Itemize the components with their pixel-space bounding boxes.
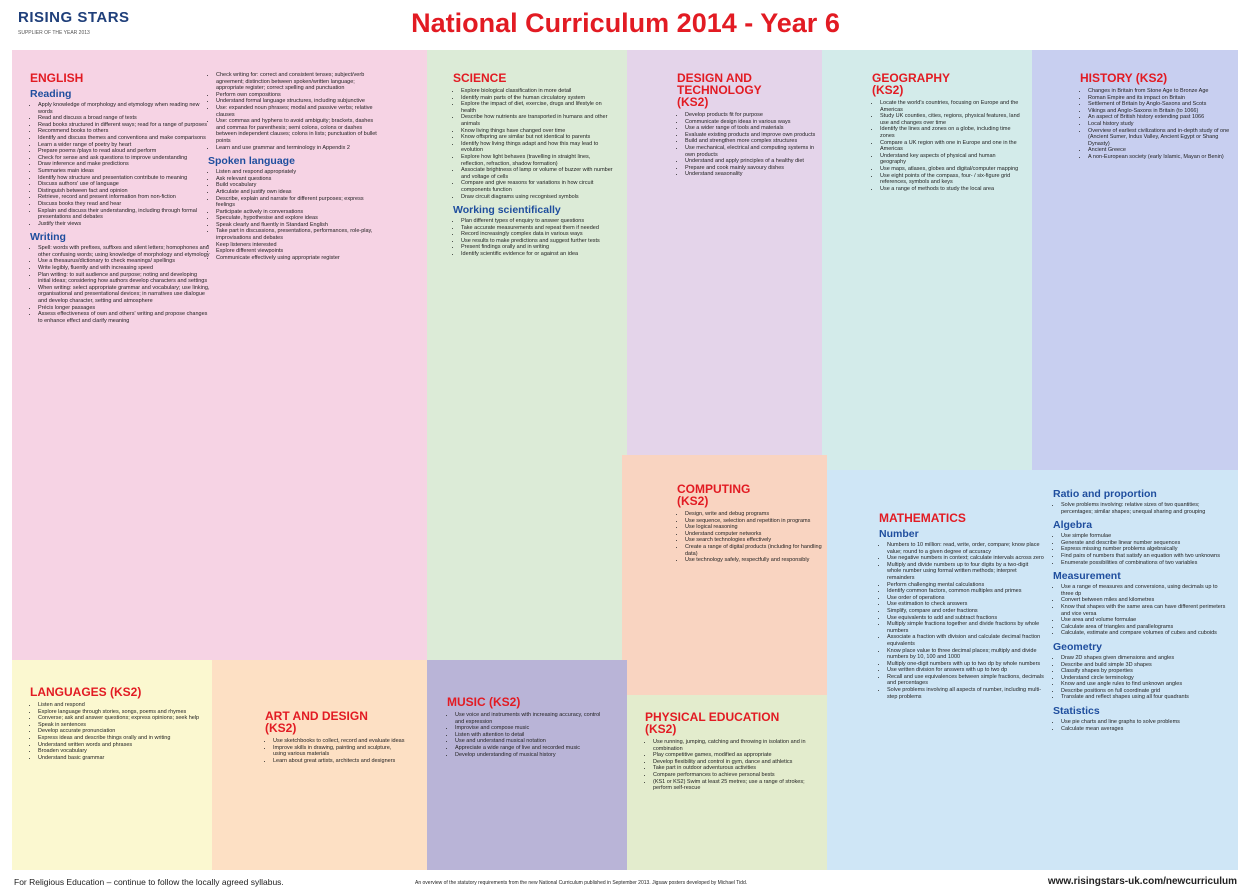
- art-title: [265, 710, 405, 734]
- list-item: • Recall and use equivalences between simple fractions, decimals and percentages: [887, 674, 1044, 687]
- list-item: • Take part in outdoor adventurous activities: [653, 765, 820, 772]
- list-item: • Précis longer passages: [38, 305, 210, 312]
- list-item: • Use estimation to check answers: [887, 601, 1044, 608]
- list-item: • Use a range of methods to study the local area: [880, 186, 1022, 193]
- list-item: • Identify how living things adapt and how this may lead to evolution: [461, 141, 613, 154]
- list-item: • Multiply one-digit numbers with up to two dp by whole numbers: [887, 661, 1044, 668]
- list-item: • Explore different viewpoints: [216, 248, 378, 255]
- ratio-list: [1053, 502, 1228, 515]
- list-item: • Identify main parts of the human circulatory system: [461, 95, 613, 102]
- list-item: • Understand key aspects of physical and human geography: [880, 153, 1022, 166]
- list-item: • Understand computer networks: [685, 531, 822, 538]
- music-list: [447, 712, 607, 758]
- list-item: • Identify how structure and presentation contribute to meaning: [38, 175, 210, 182]
- computing-title: [677, 483, 822, 507]
- list-item: • Use mechanical, electrical and computing systems in own products: [685, 145, 817, 158]
- geography-ks: (KS2): [872, 83, 904, 97]
- list-item: • Explain and discuss their understanding, including through formal presentations and debates: [38, 208, 210, 221]
- list-item: • Speak clearly and fluently in Standard English: [216, 222, 378, 229]
- list-item: • Discuss authors' use of language: [38, 181, 210, 188]
- list-item: • Settlement of Britain by Anglo-Saxons and Scots: [1088, 101, 1230, 108]
- list-item: • Know place value to three decimal places; multiply and divide numbers by 10, 100 and 1000: [887, 648, 1044, 661]
- list-item: • Multiply simple fractions together and divide fractions by whole numbers: [887, 621, 1044, 634]
- art-piece: [212, 660, 427, 870]
- list-item: • Develop understanding of musical history: [455, 752, 607, 759]
- list-item: • Draw 2D shapes given dimensions and angles: [1061, 655, 1228, 662]
- list-item: • Learn and use grammar and terminology in Appendix 2: [216, 145, 378, 152]
- list-item: • Explore biological classification in more detail: [461, 88, 613, 95]
- list-item: • Appreciate a wide range of live and recorded music: [455, 745, 607, 752]
- list-item: • Prepare poems /plays to read aloud and perform: [38, 148, 210, 155]
- art-list: [265, 738, 405, 764]
- list-item: • Use equivalents to add and subtract fractions: [887, 615, 1044, 622]
- list-item: • Changes in Britain from Stone Age to Bronze Age: [1088, 88, 1230, 95]
- maths-title: MATHEMATICS: [879, 511, 966, 525]
- list-item: • Locate the world's countries, focusing on Europe and the Americas: [880, 100, 1022, 113]
- list-item: • Roman Empire and its impact on Britain: [1088, 95, 1230, 102]
- list-item: • Use search technologies effectively: [685, 537, 822, 544]
- list-item: • Improve skills in drawing, painting and sculpture, using various materials: [273, 745, 405, 758]
- list-item: • Solve problems involving: relative sizes of two quantities; percentages; similar shapes; unequal sharing and grouping: [1061, 502, 1228, 515]
- list-item: • Use: expanded noun phrases; modal and passive verbs; relative clauses: [216, 105, 378, 118]
- list-item: • Develop products fit for purpose: [685, 112, 817, 119]
- languages-title: LANGUAGES (KS2): [30, 685, 142, 699]
- number-heading: Number: [879, 528, 919, 540]
- list-item: • Build and strengthen more complex structures: [685, 138, 817, 145]
- dt-title-text: DESIGN AND TECHNOLOGY: [677, 71, 762, 97]
- languages-piece: [12, 660, 212, 870]
- dt-list: [677, 112, 817, 178]
- list-item: • Use order of operations: [887, 595, 1044, 602]
- list-item: • Solve problems involving all aspects of number, including multi-step problems: [887, 687, 1044, 700]
- geography-title: [872, 72, 1022, 96]
- measurement-list: [1053, 584, 1228, 637]
- list-item: • Associate brightness of lamp or volume of buzzer with number and voltage of cells: [461, 167, 613, 180]
- list-item: • Know offspring are similar but not identical to parents: [461, 134, 613, 141]
- list-item: • Retrieve, record and present information from non-fiction: [38, 194, 210, 201]
- list-item: • Articulate and justify own ideas: [216, 189, 378, 196]
- list-item: • Write legibly, fluently and with increasing speed: [38, 265, 210, 272]
- list-item: • Converse; ask and answer questions; express opinions; seek help: [38, 715, 200, 722]
- list-item: • Read and discuss a broad range of texts: [38, 115, 210, 122]
- list-item: • Listen with attention to detail: [455, 732, 607, 739]
- list-item: • Vikings and Anglo-Saxons in Britain (to 1066): [1088, 108, 1230, 115]
- list-item: • Explore the impact of diet, exercise, drugs and lifestyle on health: [461, 101, 613, 114]
- pe-list: [645, 739, 820, 792]
- list-item: • Understand circle terminology: [1061, 675, 1228, 682]
- list-item: • Take accurate measurements and repeat them if needed: [461, 225, 613, 232]
- statistics-list: [1053, 719, 1228, 732]
- list-item: • Use logical reasoning: [685, 524, 822, 531]
- science-list: [453, 88, 613, 200]
- list-item: • Express missing number problems algebraically: [1061, 546, 1228, 553]
- list-item: • Develop flexibility and control in gym, dance and athletics: [653, 759, 820, 766]
- working-scientifically-list: [453, 218, 613, 258]
- dt-ks: (KS2): [677, 95, 709, 109]
- list-item: • Justify their views: [38, 221, 210, 228]
- history-piece: [1032, 50, 1238, 475]
- geometry-heading: Geometry: [1053, 640, 1103, 653]
- geography-list: [872, 100, 1022, 192]
- list-item: • Know and use angle rules to find unknown angles: [1061, 681, 1228, 688]
- pe-ks: (KS2): [645, 722, 677, 736]
- logo-title: RISING STARS: [18, 9, 130, 26]
- list-item: • A non-European society (early Islamic, Mayan or Benin): [1088, 154, 1230, 161]
- computing-ks: (KS2): [677, 494, 709, 508]
- list-item: • Find pairs of numbers that satisfy an equation with two unknowns: [1061, 553, 1228, 560]
- list-item: • Compare and give reasons for variations in how circuit components function: [461, 180, 613, 193]
- list-item: • Communicate design ideas in various ways: [685, 119, 817, 126]
- list-item: • Use and understand musical notation: [455, 738, 607, 745]
- history-title: HISTORY (KS2): [1080, 71, 1168, 85]
- list-item: • Local history study: [1088, 121, 1230, 128]
- measurement-heading: Measurement: [1053, 570, 1121, 583]
- footer-website-link[interactable]: www.risingstars-uk.com/newcurriculum: [1047, 876, 1237, 887]
- reading-heading: Reading: [30, 88, 72, 100]
- list-item: • Broaden vocabulary: [38, 748, 200, 755]
- list-item: • Learn about great artists, architects and designers: [273, 758, 405, 765]
- list-item: • Use a wider range of tools and materials: [685, 125, 817, 132]
- science-piece: [427, 50, 627, 660]
- list-item: • Explore how light behaves (travelling in straight lines, reflection, refraction, shadow formation): [461, 154, 613, 167]
- list-item: • Describe how nutrients are transported in humans and other animals: [461, 114, 613, 127]
- list-item: • Apply knowledge of morphology and etymology when reading new words: [38, 102, 210, 115]
- list-item: • Use written division for answers with up to two dp: [887, 667, 1044, 674]
- list-item: • Understand basic grammar: [38, 755, 200, 762]
- list-item: • Convert between miles and kilometres: [1061, 597, 1228, 604]
- list-item: • Use: commas and hyphens to avoid ambiguity; brackets, dashes and commas for parenthesis; semi colons, colons or dashes between independent clauses; colons in lists; punctuation of bullet points: [216, 118, 378, 144]
- list-item: • Use area and volume formulae: [1061, 617, 1228, 624]
- list-item: • Ask relevant questions: [216, 176, 378, 183]
- list-item: • Compare performances to achieve personal bests: [653, 772, 820, 779]
- list-item: • Discuss books they read and hear: [38, 201, 210, 208]
- list-item: • Generate and describe linear number sequences: [1061, 540, 1228, 547]
- list-item: • Express ideas and describe things orally and in writing: [38, 735, 200, 742]
- list-item: • Use pie charts and line graphs to solve problems: [1061, 719, 1228, 726]
- footer-overview-note: An overview of the statutory requirements from the new National Curriculum published in September 2013. Jigsaw posters developed by Michael Tidd.: [415, 880, 748, 886]
- writing-heading: Writing: [30, 231, 66, 244]
- list-item: • Plan writing: to suit audience and purpose; noting and developing initial ideas; considering how authors develop characters and settings: [38, 272, 210, 285]
- music-title: MUSIC (KS2): [447, 695, 521, 709]
- list-item: • Check writing for: correct and consistent tenses; subject/verb agreement; distinction between spoken/written language; appropriate register; correct spelling and punctuation: [216, 72, 378, 92]
- dt-piece: [627, 50, 822, 455]
- list-item: • Describe positions on full coordinate grid: [1061, 688, 1228, 695]
- list-item: • Assess effectiveness of own and others' writing and propose changes to enhance effect and clarify meaning: [38, 311, 210, 324]
- list-item: • Use results to make predictions and suggest further tests: [461, 238, 613, 245]
- statistics-heading: Statistics: [1053, 705, 1100, 718]
- ratio-heading: Ratio and proportion: [1053, 488, 1157, 500]
- computing-list: [677, 511, 822, 564]
- list-item: • Use voice and instruments with increasing accuracy, control and expression: [455, 712, 607, 725]
- list-item: • Improvise and compose music: [455, 725, 607, 732]
- list-item: • Know living things have changed over time: [461, 128, 613, 135]
- spoken-language-list: [208, 169, 378, 261]
- list-item: • Learn a wider range of poetry by heart: [38, 142, 210, 149]
- list-item: • Identify scientific evidence for or against an idea: [461, 251, 613, 258]
- working-scientifically-heading: Working scientifically: [453, 204, 561, 217]
- page-title: National Curriculum 2014 - Year 6: [411, 8, 840, 38]
- number-list: [879, 542, 1044, 700]
- list-item: • Use sketchbooks to collect, record and evaluate ideas: [273, 738, 405, 745]
- list-item: • Understand seasonality: [685, 171, 817, 178]
- list-item: • Use a thesaurus/dictionary to check meanings/ spellings: [38, 258, 210, 265]
- geography-title-text: GEOGRAPHY: [872, 71, 951, 85]
- logo-subtitle: SUPPLIER OF THE YEAR 2013: [18, 30, 90, 36]
- list-item: • Listen and respond appropriately: [216, 169, 378, 176]
- list-item: • Draw inference and make predictions: [38, 161, 210, 168]
- list-item: • Plan different types of enquiry to answer questions: [461, 218, 613, 225]
- list-item: • Record increasingly complex data in various ways: [461, 231, 613, 238]
- list-item: • Use maps, atlases, globes and digital/computer mapping: [880, 166, 1022, 173]
- pe-title-text: PHYSICAL EDUCATION: [645, 710, 780, 724]
- english-title: ENGLISH: [30, 71, 84, 85]
- list-item: • Calculate, estimate and compare volumes of cubes and cuboids: [1061, 630, 1228, 637]
- pe-piece: [627, 695, 827, 870]
- geography-piece: [822, 50, 1032, 470]
- list-item: • Build vocabulary: [216, 182, 378, 189]
- list-item: • Listen and respond: [38, 702, 200, 709]
- list-item: • Communicate effectively using appropriate register: [216, 255, 378, 262]
- list-item: • Identify common factors, common multiples and primes: [887, 588, 1044, 595]
- computing-title-text: COMPUTING: [677, 482, 751, 496]
- list-item: • Use eight points of the compass, four- / six-figure grid references, symbols and keys: [880, 173, 1022, 186]
- list-item: • Compare a UK region with one in Europe and one in the Americas: [880, 140, 1022, 153]
- english-grammar-list: [208, 72, 378, 151]
- list-item: • Numbers to 10 million: read, write, order, compare; know place value; round to a given degree of accuracy: [887, 542, 1044, 555]
- list-item: • Speak in sentences: [38, 722, 200, 729]
- list-item: • Describe and build simple 3D shapes: [1061, 662, 1228, 669]
- english-piece: [12, 50, 427, 660]
- science-title: SCIENCE: [453, 71, 507, 85]
- list-item: • Prepare and cook mainly savoury dishes: [685, 165, 817, 172]
- list-item: • Create a range of digital products (including for handling data): [685, 544, 822, 557]
- list-item: • Play competitive games, modified as appropriate: [653, 752, 820, 759]
- list-item: • Understand and apply principles of a healthy diet: [685, 158, 817, 165]
- list-item: • Present findings orally and in writing: [461, 244, 613, 251]
- list-item: • Translate and reflect shapes using all four quadrants: [1061, 694, 1228, 701]
- jigsaw-board: [12, 50, 1238, 870]
- list-item: • Evaluate existing products and improve own products: [685, 132, 817, 139]
- maths-piece: [827, 470, 1238, 870]
- spoken-language-heading: Spoken language: [208, 155, 295, 168]
- art-ks: (KS2): [265, 721, 297, 735]
- list-item: • Spell: words with prefixes, suffixes and silent letters; homophones and other confusing words; using knowledge of morphology and etymology: [38, 245, 210, 258]
- list-item: • Calculate mean averages: [1061, 726, 1228, 733]
- list-item: • Participate actively in conversations: [216, 209, 378, 216]
- footer-re-note: For Religious Education – continue to follow the locally agreed syllabus.: [14, 877, 284, 887]
- list-item: • Take part in discussions, presentations, performances, role-play, improvisations and debates: [216, 228, 378, 241]
- list-item: • Understand written words and phrases: [38, 742, 200, 749]
- list-item: • Perform own compositions: [216, 92, 378, 99]
- list-item: • Overview of earliest civilizations and in-depth study of one (Ancient Sumer, Indus Valley, Ancient Egypt or Shang Dynasty): [1088, 128, 1230, 148]
- algebra-heading: Algebra: [1053, 519, 1093, 532]
- list-item: • Identify and discuss themes and conventions and make comparisons: [38, 135, 210, 142]
- history-list: [1080, 88, 1230, 161]
- list-item: • Check for sense and ask questions to improve understanding: [38, 155, 210, 162]
- list-item: • An aspect of British history extending past 1066: [1088, 114, 1230, 121]
- list-item: • Design, write and debug programs: [685, 511, 822, 518]
- list-item: • Identify the lines and zones on a globe, including time zones: [880, 126, 1022, 139]
- list-item: • Use negative numbers in context; calculate intervals across zero: [887, 555, 1044, 562]
- list-item: • Calculate area of triangles and parallelograms: [1061, 624, 1228, 631]
- list-item: • Explore language through stories, songs, poems and rhymes: [38, 709, 200, 716]
- languages-list: [30, 702, 200, 761]
- list-item: • Draw circuit diagrams using recognised symbols: [461, 194, 613, 201]
- list-item: • Use running, jumping, catching and throwing in isolation and in combination: [653, 739, 820, 752]
- algebra-list: [1053, 533, 1228, 566]
- list-item: • Distinguish between fact and opinion: [38, 188, 210, 195]
- list-item: • Develop accurate pronunciation: [38, 728, 200, 735]
- list-item: • Associate a fraction with division and calculate decimal fraction equivalents: [887, 634, 1044, 647]
- list-item: • Speculate, hypothesise and explore ideas: [216, 215, 378, 222]
- list-item: • Use simple formulae: [1061, 533, 1228, 540]
- list-item: • Ancient Greece: [1088, 147, 1230, 154]
- reading-list: [30, 102, 210, 227]
- computing-piece: [622, 455, 827, 695]
- geometry-list: [1053, 655, 1228, 701]
- list-item: • Enumerate possibilities of combinations of two variables: [1061, 560, 1228, 567]
- list-item: • Use a range of measures and conversions, using decimals up to three dp: [1061, 584, 1228, 597]
- list-item: • Perform challenging mental calculations: [887, 582, 1044, 589]
- art-title-text: ART AND DESIGN: [265, 709, 368, 723]
- list-item: • Multiply and divide numbers up to four digits by a two-digit whole number using formal written methods; interpret remainders: [887, 562, 1044, 582]
- music-piece: [427, 660, 627, 870]
- list-item: • Classify shapes by properties: [1061, 668, 1228, 675]
- list-item: • Simplify, compare and order fractions: [887, 608, 1044, 615]
- writing-list: [30, 245, 210, 324]
- dt-title: [677, 72, 817, 108]
- list-item: • Read books structured in different ways; read for a range of purposes: [38, 122, 210, 129]
- list-item: • Summaries main ideas: [38, 168, 210, 175]
- list-item: • Know that shapes with the same area can have different perimeters and vice versa: [1061, 604, 1228, 617]
- list-item: • When writing: select appropriate grammar and vocabulary; use linking, organisational and presentational devices; in narratives use dialogue and develop character, setting and atmosphere: [38, 285, 210, 305]
- list-item: • Understand formal language structures, including subjunctive: [216, 98, 378, 105]
- pe-title: [645, 711, 820, 735]
- list-item: • Use sequence, selection and repetition in programs: [685, 518, 822, 525]
- list-item: • Recommend books to others: [38, 128, 210, 135]
- list-item: • (KS1 or KS2) Swim at least 25 metres; use a range of strokes; perform self-rescue: [653, 779, 820, 792]
- list-item: • Use technology safely, respectfully and responsibly: [685, 557, 822, 564]
- list-item: • Describe, explain and narrate for different purposes; express feelings: [216, 196, 378, 209]
- list-item: • Study UK counties, cities, regions, physical features, land use and changes over time: [880, 113, 1022, 126]
- list-item: • Keep listeners interested: [216, 242, 378, 249]
